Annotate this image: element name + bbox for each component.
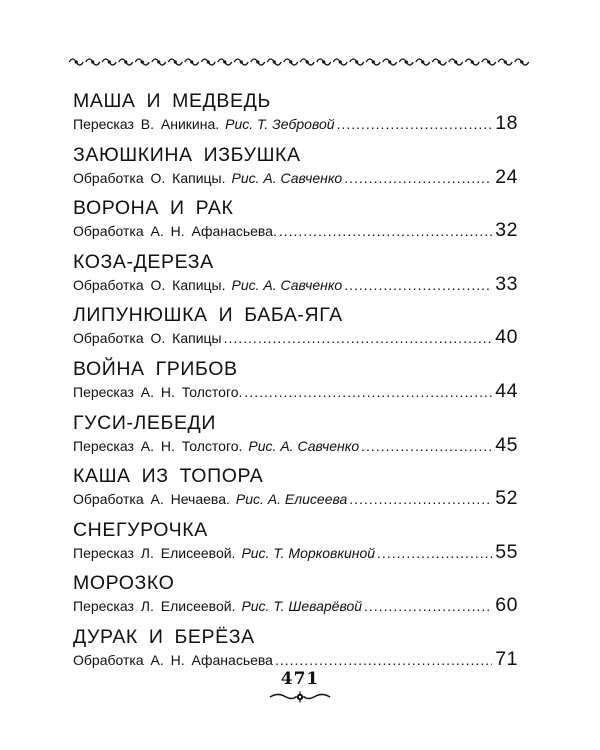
entry-credit: Обработка О. Капицы. [73,276,226,293]
entry-credit: Пересказ В. Аникина. [73,116,220,132]
entry-credit: Обработка О. Капицы [73,330,222,347]
dot-leader [224,328,493,348]
entry-page-number: 52 [495,487,518,510]
dot-leader [364,596,492,616]
ornament-border-icon [68,55,530,69]
entry-title: ВОЙНА ГРИБОВ [73,357,238,380]
flourish-ornament-icon [268,690,332,704]
entry-credit: Пересказ Л. Елисеевой. [73,598,236,615]
entry-title: КАША ИЗ ТОПОРА [73,465,264,488]
entry-credit-line [73,649,518,670]
toc-entry [73,89,518,143]
toc-entry [73,196,518,250]
entry-illustrator: Рис. А. Савченко [231,169,343,186]
entry-credit-line [73,220,518,241]
entry-credit: Обработка А. Нечаева. [73,491,230,508]
toc-entry [73,357,518,411]
entry-credit: Обработка А. Н. Афанасьева. [73,223,277,240]
dot-leader [344,275,492,295]
dot-leader [244,382,492,402]
entry-credit-line [73,274,518,295]
entry-page-number: 60 [495,594,518,617]
folio-page-number: 471 [280,669,320,689]
entry-page-number: 32 [495,219,518,242]
entry-title: МАША И МЕДВЕДЬ [73,90,271,112]
entry-credit: Обработка А. Н. Афанасьева [73,651,273,668]
entry-illustrator: Рис. А. Савченко [248,437,360,454]
toc-entry [73,250,518,304]
dot-leader [349,489,492,509]
entry-page-number: 55 [495,540,518,563]
entry-credit: Пересказ А. Н. Толстого. [73,383,243,400]
toc-entry [73,303,518,357]
entry-credit: Обработка О. Капицы. [73,169,226,186]
entry-credit: Пересказ Л. Елисеевой. [73,544,236,561]
entry-credit-line [73,542,518,563]
toc-entry [73,143,518,197]
entry-title: ЗАЮШКИНА ИЗБУШКА [73,143,301,166]
entry-title: ГУСИ-ЛЕБЕДИ [73,411,216,434]
entry-page-number: 40 [495,326,518,349]
toc-entry [73,571,518,625]
dot-leader [344,168,492,188]
entry-page-number: 44 [495,379,518,402]
table-of-contents [73,89,518,679]
entry-credit-line [73,167,518,188]
entry-illustrator: Рис. Т. Морковкиной [241,544,376,561]
dot-leader [377,543,492,563]
entry-page-number: 71 [495,647,518,670]
entry-title: ВОРОНА И РАК [73,197,234,220]
entry-illustrator: Рис. А. Елисеева [235,491,348,508]
dot-leader [275,650,492,670]
entry-credit-line [73,113,518,134]
entry-credit-line [73,488,518,509]
entry-credit-line [73,381,518,402]
entry-title: ДУРАК И БЕРЁЗА [73,625,255,648]
entry-page-number: 24 [495,165,518,188]
entry-credit-line [73,595,518,616]
dot-leader [279,221,492,241]
toc-entry [73,518,518,572]
entry-title: КОЗА-ДЕРЕЗА [73,250,214,273]
entry-illustrator: Рис. Т. Шеварёвой [241,598,363,615]
entry-title: МОРОЗКО [73,572,175,595]
entry-page-number: 33 [495,272,518,295]
entry-credit: Пересказ А. Н. Толстого. [73,437,243,454]
dot-leader [361,436,492,456]
entry-title: ЛИПУНЮШКА И БАБА-ЯГА [73,304,343,327]
entry-page-number: 18 [495,112,518,134]
entry-title: СНЕГУРОЧКА [73,518,208,541]
dot-leader [337,114,493,134]
toc-entry [73,464,518,518]
entry-credit-line [73,435,518,456]
entry-illustrator: Рис. А. Савченко [231,276,343,293]
entry-illustrator: Рис. Т. Зебровой [225,116,335,132]
entry-page-number: 45 [495,433,518,456]
entry-credit-line [73,327,518,348]
toc-entry [73,411,518,465]
